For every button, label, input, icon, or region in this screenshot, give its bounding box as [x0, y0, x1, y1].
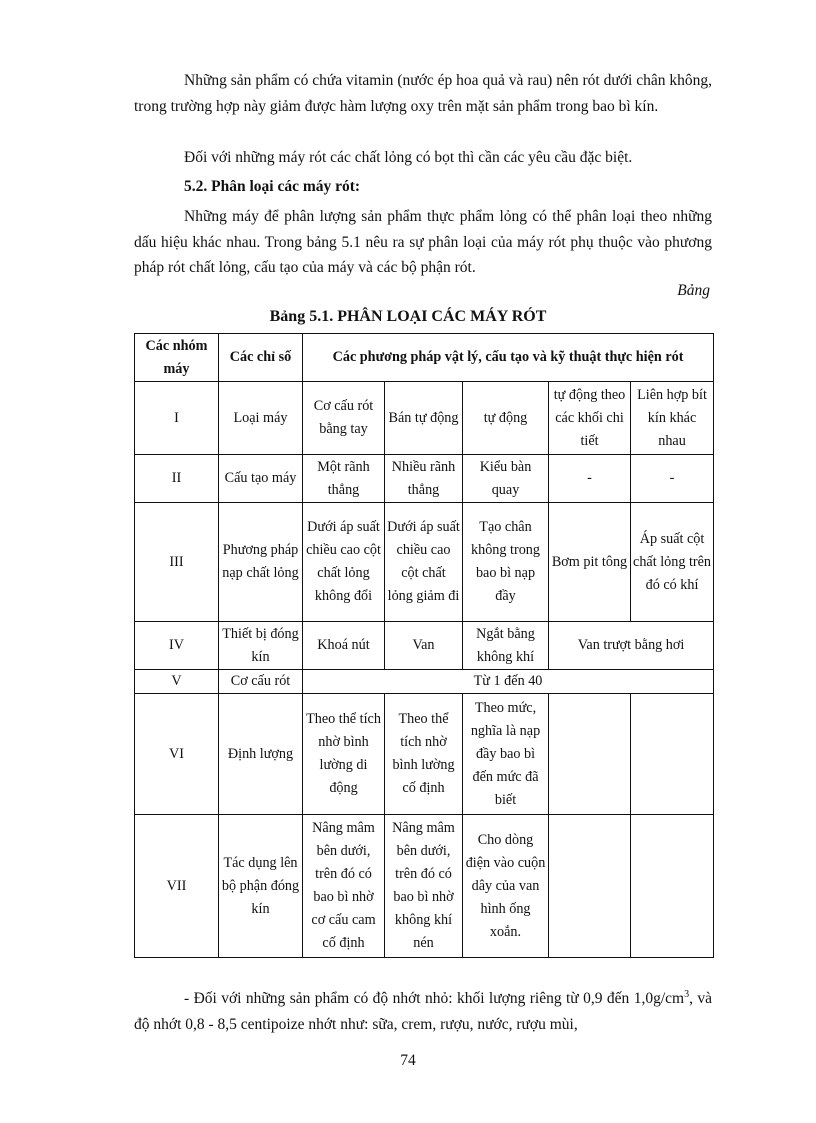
table-label-right: Bảng	[677, 282, 710, 299]
page-number: 74	[400, 1052, 416, 1069]
cell: Kiểu bàn quay	[463, 455, 549, 503]
cell: Nâng mâm bên dưới, trên đó có bao bì nhờ không khí nén	[385, 815, 463, 958]
cell: Khoá nút	[303, 622, 385, 670]
cell: tự động theo các khối chi tiết	[549, 382, 631, 455]
viscosity-text-start: - Đối với những sản phẩm có độ nhớt nhỏ: khối lượng riêng từ 0,9 đến 1,0g/cm	[184, 990, 685, 1007]
cell-group: IV	[135, 622, 219, 670]
cell-index: Tác dụng lên bộ phận đóng kín	[219, 815, 303, 958]
cell-group: V	[135, 670, 219, 694]
cell-index: Loại máy	[219, 382, 303, 455]
cell: Từ 1 đến 40	[303, 670, 714, 694]
cell-group: II	[135, 455, 219, 503]
section-heading: 5.2. Phân loại các máy rót:	[184, 178, 361, 195]
paragraph-foam: Đối với những máy rót các chất lỏng có bọt thì cần các yêu cầu đặc biệt.	[184, 149, 633, 166]
cell: Tạo chân không trong bao bì nạp đầy	[463, 503, 549, 622]
cell: Cơ cấu rót bằng tay	[303, 382, 385, 455]
cell-group: VI	[135, 694, 219, 815]
header-group: Các nhóm máy	[135, 334, 219, 382]
cell: -	[549, 455, 631, 503]
cell: Theo thể tích nhờ bình lường cố định	[385, 694, 463, 815]
cell	[631, 815, 714, 958]
cell	[549, 694, 631, 815]
viscosity-text-end: , và độ nhớt 0,8 - 8,5 centipoize nhớt như: sữa, crem, rượu, nước, rượu mùi,	[134, 990, 712, 1033]
classification-table	[134, 333, 714, 958]
cell: Ngắt bằng không khí	[463, 622, 549, 670]
cell: Theo thể tích nhờ bình lường di động	[303, 694, 385, 815]
paragraph-vitamin: Những sản phẩm có chứa vitamin (nước ép hoa quả và rau) nên rót dưới chân không, trong trường hợp này giảm được hàm lượng oxy trên mặt sản phẩm trong bao bì kín.	[134, 72, 712, 115]
cell: Cho dòng điện vào cuộn dây của van hình ống xoắn.	[463, 815, 549, 958]
cell: Một rãnh thẳng	[303, 455, 385, 503]
cell-index: Thiết bị đóng kín	[219, 622, 303, 670]
table-row	[135, 694, 714, 815]
cell-index: Cơ cấu rót	[219, 670, 303, 694]
table-row	[135, 670, 714, 694]
table-caption: Bảng 5.1. PHÂN LOẠI CÁC MÁY RÓT	[269, 308, 547, 325]
cell: -	[631, 455, 714, 503]
table-header-row	[135, 334, 714, 382]
cell-index: Cấu tạo máy	[219, 455, 303, 503]
paragraph-viscosity	[134, 986, 712, 1037]
table-row	[135, 382, 714, 455]
cell	[631, 694, 714, 815]
cell: Van trượt bằng hơi	[549, 622, 714, 670]
cell: Áp suất cột chất lỏng trên đó có khí	[631, 503, 714, 622]
table-row	[135, 622, 714, 670]
cell: tự động	[463, 382, 549, 455]
paragraph-classification: Những máy để phân lượng sản phẩm thực phẩm lỏng có thể phân loại theo những dấu hiệu khác nhau. Trong bảng 5.1 nêu ra sự phân loại của máy rót phụ thuộc vào phương pháp rót chất lỏng, cấu tạo của máy và các bộ phận rót.	[134, 208, 712, 276]
cell: Dưới áp suất chiều cao cột chất lỏng giảm đi	[385, 503, 463, 622]
table-row	[135, 503, 714, 622]
cell: Bán tự động	[385, 382, 463, 455]
superscript-3: 3	[684, 988, 690, 1000]
table-row	[135, 455, 714, 503]
header-methods: Các phương pháp vật lý, cấu tạo và kỹ thuật thực hiện rót	[303, 334, 714, 382]
cell: Nâng mâm bên dưới, trên đó có bao bì nhờ cơ cấu cam cố định	[303, 815, 385, 958]
cell-group: VII	[135, 815, 219, 958]
cell-group: I	[135, 382, 219, 455]
cell: Bơm pit tông	[549, 503, 631, 622]
header-index: Các chỉ số	[219, 334, 303, 382]
cell-group: III	[135, 503, 219, 622]
cell-index: Định lượng	[219, 694, 303, 815]
cell: Nhiều rãnh thẳng	[385, 455, 463, 503]
cell: Liên hợp bít kín khác nhau	[631, 382, 714, 455]
cell	[549, 815, 631, 958]
cell: Theo mức, nghĩa là nạp đầy bao bì đến mức đã biết	[463, 694, 549, 815]
cell: Dưới áp suất chiều cao cột chất lỏng không đổi	[303, 503, 385, 622]
table-row	[135, 815, 714, 958]
cell-index: Phương pháp nạp chất lỏng	[219, 503, 303, 622]
cell: Van	[385, 622, 463, 670]
